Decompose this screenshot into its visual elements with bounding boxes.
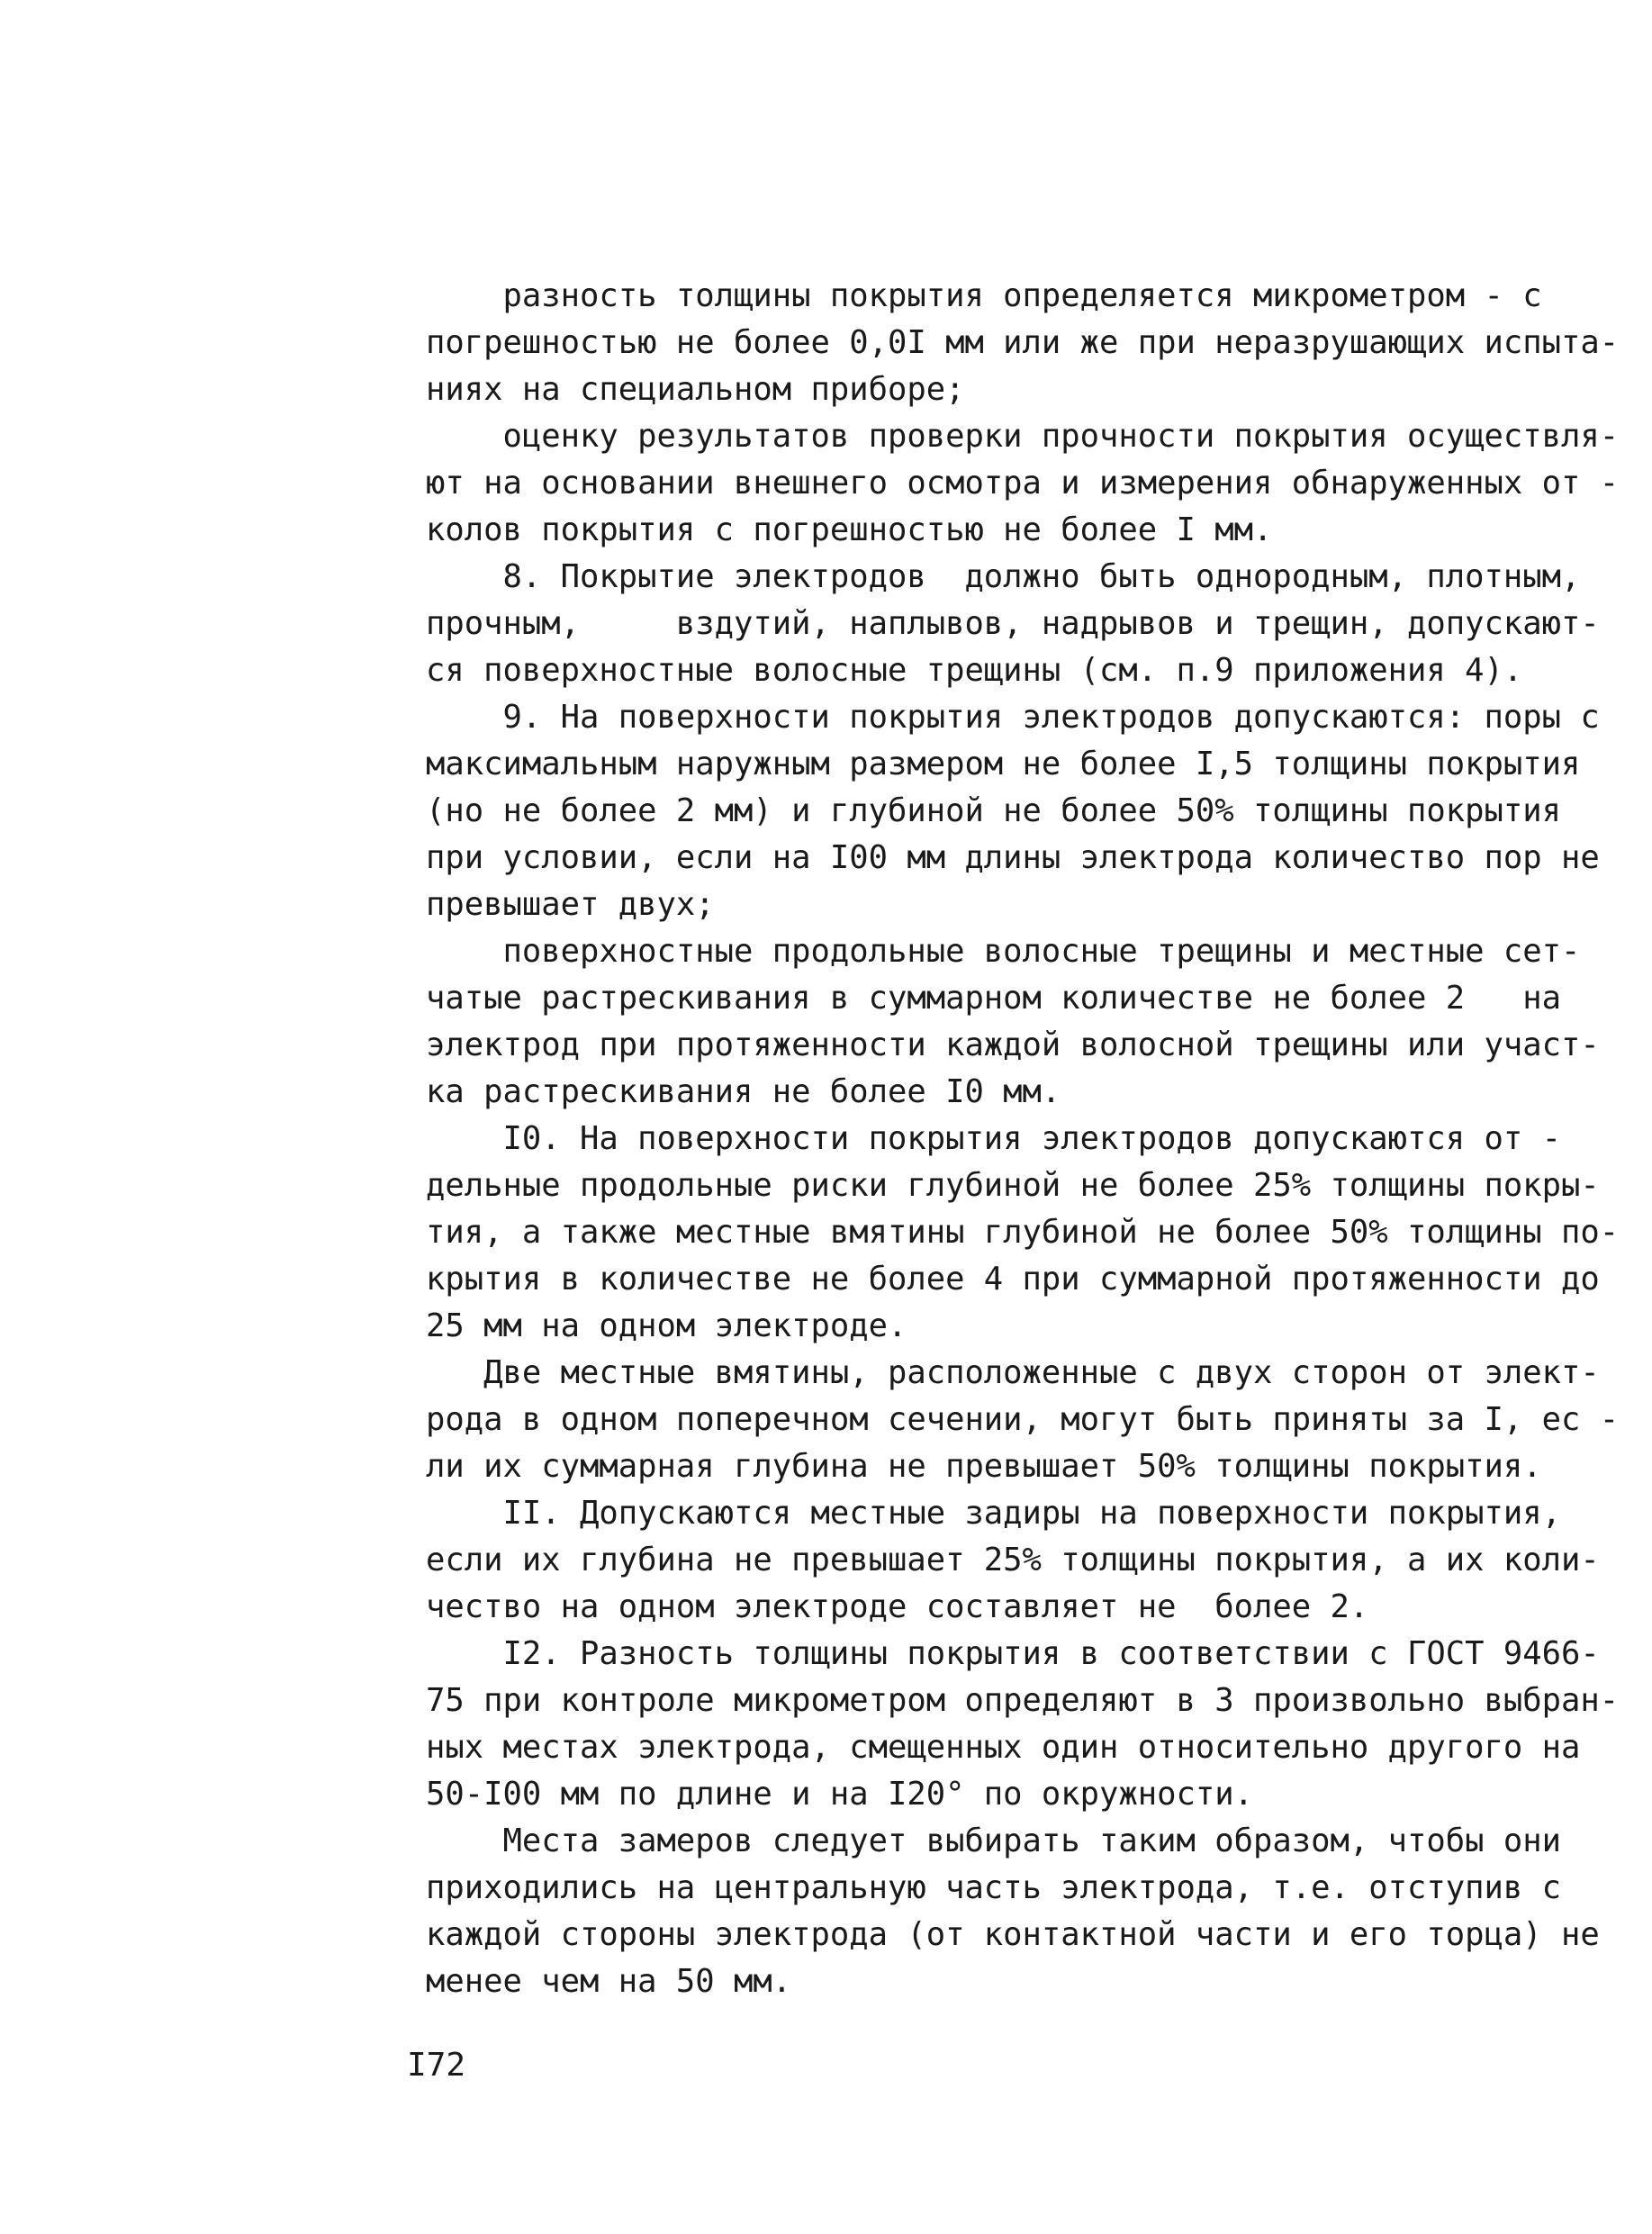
text-line: дельные продольные риски глубиной не более 25% толщины покры- — [426, 1167, 1600, 1204]
text-line: I2. Разность толщины покрытия в соответствии с ГОСТ 9466- — [426, 1635, 1600, 1672]
text-line: ка растрескивания не более I0 мм. — [426, 1073, 1061, 1110]
text-line: оценку результатов проверки прочности покрытия осуществля- — [426, 418, 1620, 455]
text-line: тия, а также местные вмятины глубиной не более 50% толщины по- — [426, 1214, 1620, 1251]
text-line: рода в одном поперечном сечении, могут быть приняты за I, ес - — [426, 1401, 1620, 1438]
text-line: колов покрытия с погрешностью не более I мм. — [426, 511, 1273, 548]
text-line: разность толщины покрытия определяется микрометром - с — [426, 277, 1542, 314]
text-line: электрод при протяженности каждой волосной трещины или участ- — [426, 1027, 1600, 1063]
text-line: Две местные вмятины, расположенные с двух сторон от элект- — [426, 1354, 1600, 1391]
text-line: 9. На поверхности покрытия электродов допускаются: поры с — [426, 699, 1600, 736]
text-line: ют на основании внешнего осмотра и измерения обнаруженных от - — [426, 465, 1620, 502]
text-line: ли их суммарная глубина не превышает 50% толщины покрытия. — [426, 1448, 1542, 1485]
text-line: I0. На поверхности покрытия электродов допускаются от - — [426, 1120, 1561, 1157]
text-line: чество на одном электроде составляет не более 2. — [426, 1588, 1369, 1625]
text-line: ниях на специальном приборе; — [426, 371, 965, 408]
text-line: II. Допускаются местные задиры на поверхности покрытия, — [426, 1495, 1561, 1532]
text-line: превышает двух; — [426, 886, 715, 923]
text-line: при условии, если на I00 мм длины электрода количество пор не — [426, 839, 1600, 876]
text-line: 25 мм на одном электроде. — [426, 1307, 907, 1344]
text-line: менее чем на 50 мм. — [426, 1963, 792, 2000]
text-line: (но не более 2 мм) и глубиной не более 50% толщины покрытия — [426, 792, 1561, 829]
text-line: Места замеров следует выбирать таким образом, чтобы они — [426, 1822, 1561, 1859]
text-line: поверхностные продольные волосные трещины и местные сет- — [426, 933, 1581, 970]
text-line: чатые растрескивания в суммарном количестве не более 2 на — [426, 980, 1561, 1017]
text-line: прочным, вздутий, наплывов, надрывов и трещин, допускают- — [426, 605, 1600, 642]
text-line: каждой стороны электрода (от контактной части и его торца) не — [426, 1916, 1600, 1953]
page-number: I72 — [407, 2047, 466, 2084]
text-line: 8. Покрытие электродов должно быть однородным, плотным, — [426, 558, 1581, 595]
text-line: приходились на центральную часть электрода, т.е. отступив с — [426, 1869, 1561, 1906]
text-line: крытия в количестве не более 4 при суммарной протяженности до — [426, 1261, 1600, 1298]
text-line: 50-I00 мм по длине и на I20° по окружности. — [426, 1776, 1254, 1813]
text-line: 75 при контроле микрометром определяют в 3 произвольно выбран- — [426, 1682, 1620, 1719]
text-line: погрешностью не более 0,0I мм или же при неразрушающих испыта- — [426, 324, 1620, 361]
text-line: ся поверхностные волосные трещины (см. п.9 приложения 4). — [426, 652, 1523, 689]
text-line: максимальным наружным размером не более I,5 толщины покрытия — [426, 746, 1581, 782]
body-text — [426, 273, 1620, 2005]
text-line: ных местах электрода, смещенных один относительно другого на — [426, 1729, 1581, 1766]
text-line: если их глубина не превышает 25% толщины покрытия, а их коли- — [426, 1542, 1600, 1578]
